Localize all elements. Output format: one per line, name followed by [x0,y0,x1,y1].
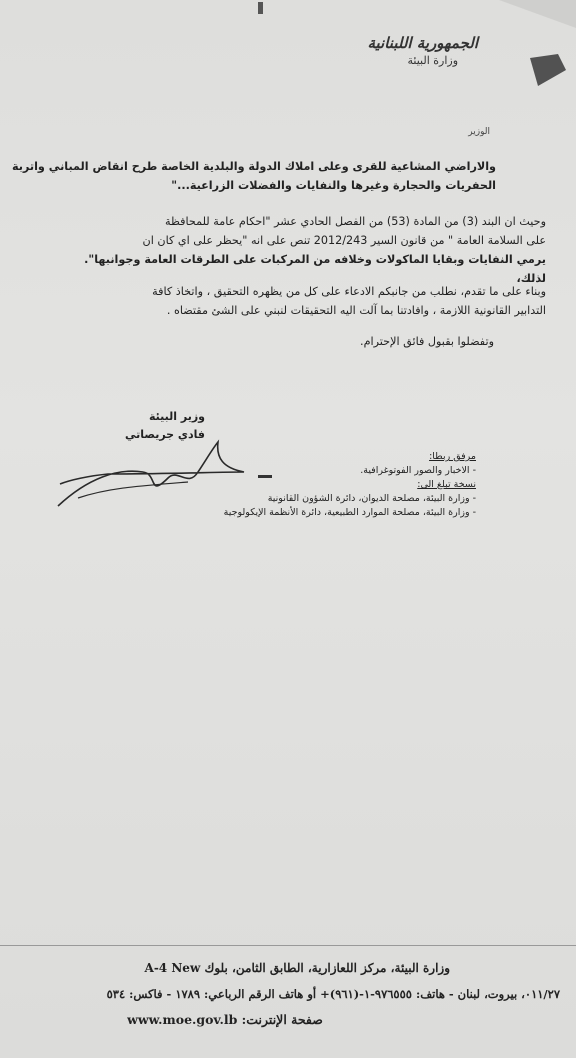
paragraph-2-line-3: يرمي النفايات وبقايا الماكولات وخلافه من المركبات على الطرقات العامة وجوانبها". [84,253,546,266]
footer-rule [0,945,576,946]
copy-recipient: - وزارة البيئة، مصلحة الموارد الطبيعية، دائرة الأنظمة الإيكولوجية [223,507,476,518]
paragraph-1 [12,157,496,195]
republic-name: الجمهورية اللبنانية [367,34,478,52]
footer-website [0,1007,560,1033]
footer-contact: ٠١١/٢٧، بيروت، لبنان - هاتف: ٩٧٦٥٥٥-١-(٩٦١)+ أو هاتف الرقم الرباعي: ١٧٨٩ - فاكس: ٥٣٤ [106,987,560,1001]
page-fold [496,0,576,40]
minister-title: الوزير [468,127,490,137]
copy-recipient: - وزارة البيئة، مصلحة الديوان، دائرة الشؤون القانونية [267,493,476,504]
punch-mark [258,2,263,14]
signatory-title: وزير البيئة [148,410,205,423]
signatory-name: فادي جريصاتي [124,428,205,441]
paragraph-2 [84,212,546,288]
website-link[interactable]: www.moe.gov.lb [127,1012,238,1027]
paragraph-2-line-1: وحيث ان البند (3) من المادة (53) من الفصل الحادي عشر "احكام عامة للمحافظة [164,215,546,228]
stamp-corner-icon [528,50,568,90]
paragraph-1-line-1: والاراضي المشاعية للقرى وعلى املاك الدولة والبلدية الخاصة طرح انقاض المباني واتربة [11,160,496,173]
paragraph-2-line-2: على السلامة العامة " من قانون السير 2012/243 تنص على انه "يحظر على اي كان ان [142,234,546,247]
copies-label: نسخة تبلغ الى: [417,479,476,490]
paragraph-1-line-2: الحفريات والحجارة وغيرها والنفايات والفضلات الزراعية..." [171,179,496,192]
paragraph-3-line-1: وبناء على ما تقدم، نطلب من جانبكم الادعاء على كل من يظهره التحقيق ، واتخاذ كافة [152,285,546,298]
footer-address: وزارة البيئة، مركز اللعازارية، الطابق الثامن، بلوك A-4 New [144,961,450,975]
attachments-block [216,450,476,520]
attachment-item: - الاخبار والصور الفوتوغرافية. [360,465,476,476]
closing: وتفضلوا بقبول فائق الإحترام. [360,335,494,348]
website-label: صفحة الإنترنت: [241,1012,323,1027]
paragraph-3-line-2: التدابير القانونية اللازمة ، وافادتنا بما آلت اليه التحقيقات لنبني على الشئ مقتضاه . [166,304,546,317]
paragraph-2-line-4: لذلك، [516,272,546,285]
attachments-label: مرفق ربطا: [429,451,476,462]
footer [0,955,560,1033]
ministry-name: وزارة البيئة [407,54,458,67]
paragraph-3 [152,282,546,320]
letterhead [338,34,478,67]
